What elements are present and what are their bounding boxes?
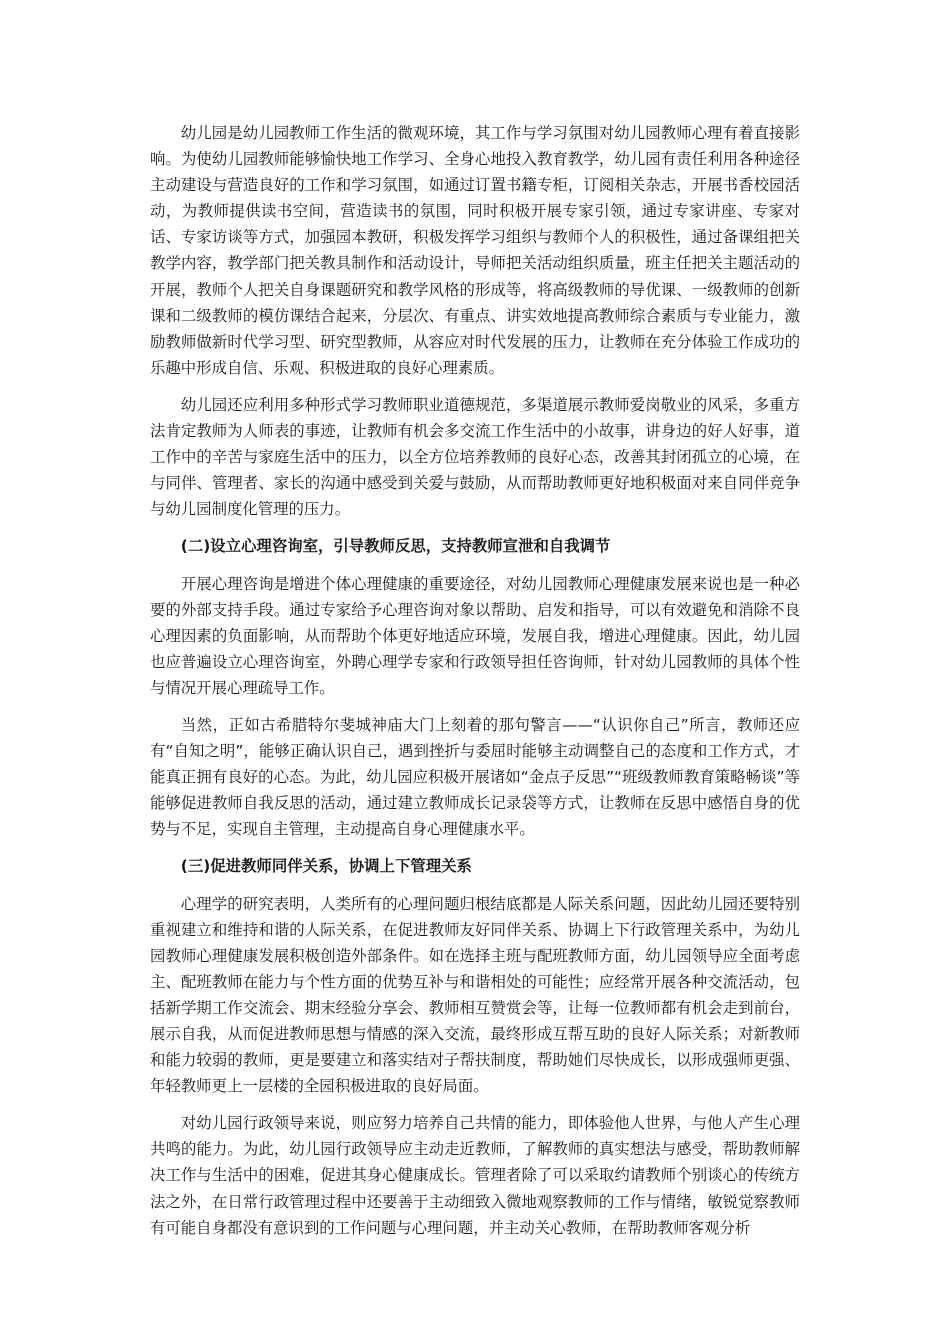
section-heading-peer-relations: (三)促进教师同伴关系，协调上下管理关系 [180,857,472,876]
paragraph-work-environment: 幼儿园是幼儿园教师工作生活的微观环境，其工作与学习氛围对幼儿园教师心理有着直接影响。为使幼儿园教师能够愉快地工作学习、全身心地投入教育教学，幼儿园有责任利用各种途径主动建设与营造良好的工作和学习氛围，如通过订置书籍专柜，订阅相关杂志，开展书香校园活动，为教师提供读书空间，营造读书的氛围，同时积极开展专家引领，通过专家讲座、专家对话、专家访谈等方式，加强园本教研，积极发挥学习组织与教师个人的积极性，通过备课组把关教学内容，教学部门把关教具制作和活动设计，导师把关活动组织质量，班主任把关主题活动的开展，教师个人把关自身课题研究和教学风格的形成等，将高级教师的导优课、一级教师的创新课和二级教师的模仿课结合起来，分层次、有重点、讲实效地提高教师综合素质与专业能力，激励教师做新时代学习型、研究型教师，从容应对时代发展的压力，让教师在充分体验工作成功的乐趣中形成自信、乐观、积极进取的良好心理素质。 [150,124,800,377]
paragraph-self-reflection: 当然，正如古希腊特尔斐城神庙大门上刻着的那句警言——“认识你自己”所言，教师还应有“自知之明”，能够正确认识自己，遇到挫折与委屈时能够主动调整自己的态度和工作方式，才能真正拥有良好的心态。为此，幼儿园应积极开展诸如“金点子反思”“班级教师教育策略畅谈”等能够促进教师自我反思的活动，通过建立教师成长记录袋等方式，让教师在反思中感悟自身的优势与不足，实现自主管理，主动提高自身心理健康水平。 [150,715,800,839]
document-page [150,120,800,1252]
paragraph-psychological-counseling: 开展心理咨询是增进个体心理健康的重要途径，对幼儿园教师心理健康发展来说也是一种必要的外部支持手段。通过专家给予心理咨询对象以帮助、启发和指导，可以有效避免和消除不良心理因素的负面影响，从而帮助个体更好地适应环境，发展自我，增进心理健康。因此，幼儿园也应普遍设立心理咨询室，外聘心理学专家和行政领导担任咨询师，针对幼儿园教师的具体个性与情况开展心理疏导工作。 [150,574,800,697]
paragraph-administrative-leadership: 对幼儿园行政领导来说，则应努力培养自己共情的能力，即体验他人世界，与他人产生心理共鸣的能力。为此，幼儿园行政领导应主动走近教师，了解教师的真实想法与感受，帮助教师解决工作与生活中的困难，促进其身心健康成长。管理者除了可以采取约请教师个别谈心的传统方法之外，在日常行政管理过程中还要善于主动细致入微地观察教师的工作与情绪，敏锐觉察教师有可能自身都没有意识到的工作问题与心理问题，并主动关心教师，在帮助教师客观分析 [150,1114,800,1237]
section-heading-counseling-room: (二)设立心理咨询室，引导教师反思，支持教师宣泄和自我调节 [180,537,611,556]
paragraph-interpersonal-relations: 心理学的研究表明，人类所有的心理问题归根结底都是人际关系问题，因此幼儿园还要特别重视建立和维持和谐的人际关系，在促进教师友好同伴关系、协调上下行政管理关系中，为幼儿园教师心理健康发展积极创造外部条件。如在选择主班与配班教师方面，幼儿园领导应全面考虑主、配班教师在能力与个性方面的优势互补与和谐相处的可能性；应经常开展各种交流活动，包括新学期工作交流会、期末经验分享会、教师相互赞赏会等，让每一位教师都有机会走到前台，展示自我，从而促进教师思想与情感的深入交流，最终形成互帮互助的良好人际关系；对新教师和能力较弱的教师，更是要建立和落实结对子帮扶制度，帮助她们尽快成长，以形成强师更强、年轻教师更上一层楼的全园积极进取的良好局面。 [150,894,800,1096]
paragraph-ethics-learning: 幼儿园还应利用多种形式学习教师职业道德规范，多渠道展示教师爱岗敬业的风采，多重方法肯定教师为人师表的事迹，让教师有机会多交流工作生活中的小故事，讲身边的好人好事，道工作中的辛苦与家庭生活中的压力，以全方位培养教师的良好心态，改善其封闭孤立的心境，在与同伴、管理者、家长的沟通中感受到关爱与鼓励，从而帮助教师更好地积极面对来自同伴竞争与幼儿园制度化管理的压力。 [150,395,800,519]
